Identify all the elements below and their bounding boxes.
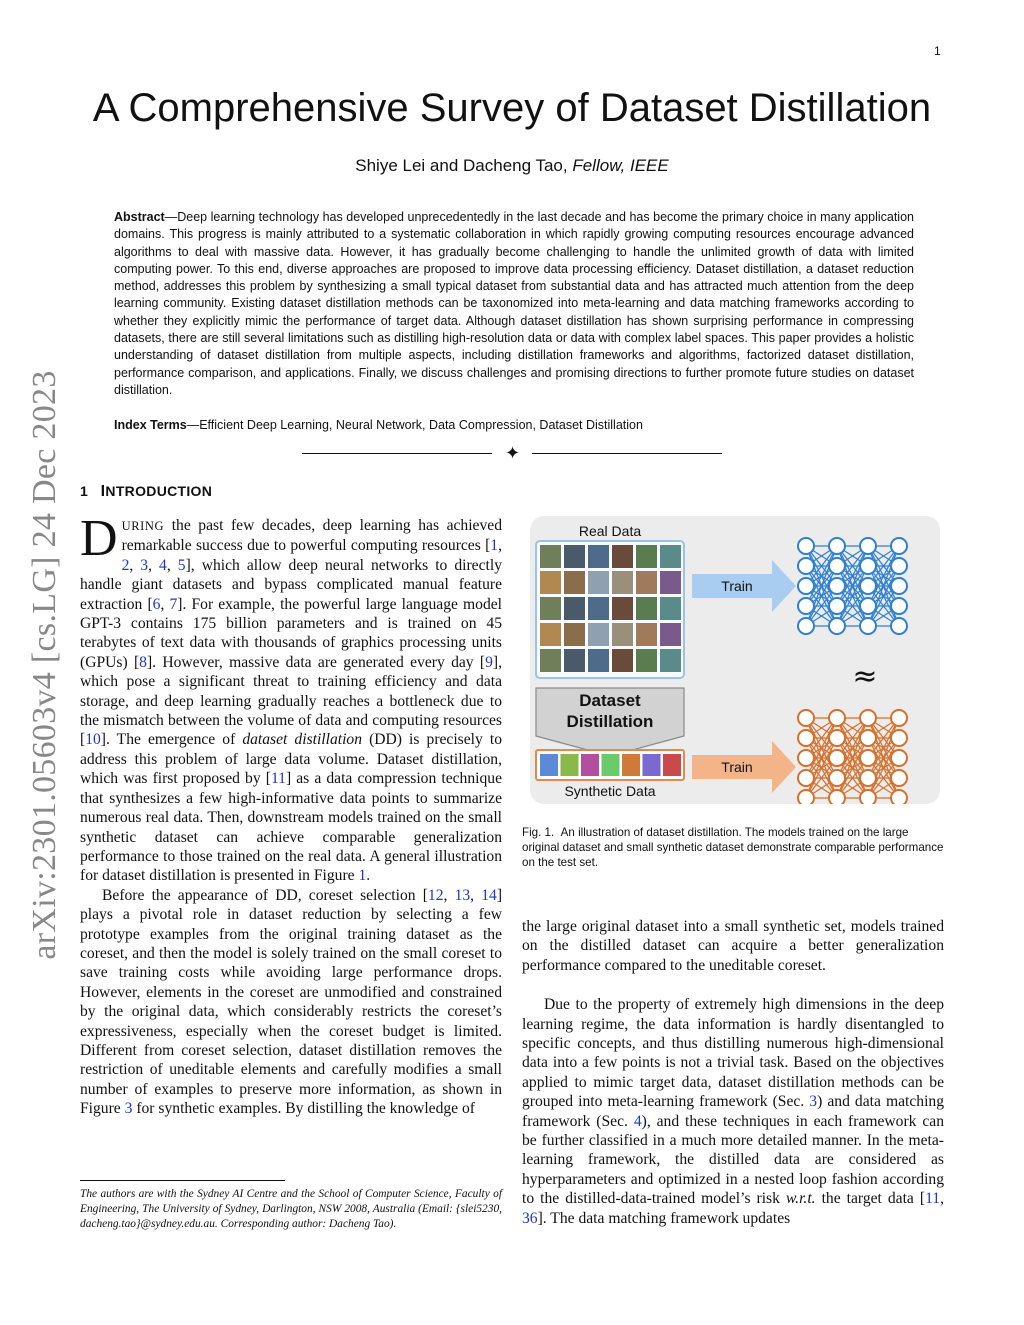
footnote-rule — [80, 1180, 285, 1181]
train-label-top: Train — [721, 578, 753, 594]
citation-link[interactable]: 14 — [481, 886, 497, 904]
section-title-rest: NTRODUCTION — [105, 483, 213, 499]
emphasis-term: dataset distillation — [242, 731, 363, 749]
text-run: ]. The data matching framework updates — [537, 1209, 791, 1227]
text-run: Before the appearance of DD, coreset selection [ — [102, 886, 428, 904]
network-node — [798, 598, 814, 614]
text-run: ] plays a pivotal role in dataset reduction by selecting a few prototype examples from the original training dataset as the coreset, and then the model is solely trained on the small coreset to save training costs while avoiding large performance drops. However, elements in the coreset are unmodified and constrained by the original data, which considerably restricts the coreset’s expressiveness, especially when the coreset budget is limited. Different from coreset selection, dataset distillation removes the restriction of uneditable elements and carefully modifies a small number of examples to preserve more information, as shown in Figure — [80, 886, 503, 1118]
right-column — [522, 917, 944, 1228]
text-run: ), and these techniques in each framework can be further classified in a much more detailed manner. In the meta-learning framework, the distilled data are considered as hyperparameters and optimized in a nested loop fashion according to the distilled-data-trained model’s risk — [522, 1112, 945, 1208]
network-node — [891, 558, 907, 574]
synthetic-thumbnail — [540, 754, 558, 776]
real-thumbnail — [588, 597, 609, 620]
index-terms-text: —Efficient Deep Learning, Neural Network, Data Compression, Dataset Distillation — [186, 418, 643, 432]
citation-link[interactable]: 7 — [169, 595, 178, 613]
real-data-label: Real Data — [578, 523, 642, 539]
real-thumbnail — [588, 571, 609, 594]
real-thumbnail — [588, 649, 609, 672]
distillation-label-line1: Dataset — [579, 691, 641, 710]
network-node — [891, 618, 907, 634]
intro-paragraph-2: Before the appearance of DD, coreset selection [12, 13, 14] plays a pivotal role in dataset reduction by selecting a few prototype examples from the original training dataset as the coreset, and then the model is solely trained on the small coreset to save training costs while avoiding large performance drops. However, elements in the coreset are unmodified and constrained by the original data, which considerably restricts the coreset’s expressiveness, especially when the coreset budget is limited. Different from coreset selection, dataset distillation removes the restriction of uneditable elements and carefully modifies a small number of examples to preserve more information, as shown in Figure 3 for synthetic examples. By distilling the knowledge of — [80, 886, 503, 1118]
citation-link[interactable]: 11 — [925, 1190, 941, 1208]
real-thumbnail — [588, 623, 609, 646]
network-node — [891, 578, 907, 594]
footnote: The authors are with the Sydney AI Centre and the School of Computer Science, Faculty of Engineering, The University of Sydney, Darlington, NSW 2008, Australia (Email: {slei5230, dacheng.tao}@sydney.edu.au. Corresponding author: Dacheng Tao). — [80, 1188, 502, 1230]
real-thumbnail — [636, 571, 657, 594]
citation-link[interactable]: 10 — [85, 731, 101, 749]
text-run: ]. The emergence of — [100, 731, 243, 749]
intro-paragraph-4: Due to the property of extremely high dimensions in the deep learning regime, the data information is hardly disentangled to specific concepts, and thus distilling numerous high-dimensional data into a few points is not a trivial task. Based on the objectives applied to mimic target data, dataset distillation methods can be grouped into meta-learning framework (Sec. 3) and data matching framework (Sec. 4), and these techniques in each framework can be further classified in a much more detailed manner. In the meta-learning framework, the distilled data are considered as hyperparameters and optimized in a nested loop fashion according to the distilled-data-trained model’s risk w.r.t. the target data [11, 36]. The data matching framework updates — [522, 996, 945, 1227]
real-thumbnail — [660, 649, 681, 672]
separator-right — [532, 453, 722, 454]
citation-link[interactable]: 13 — [454, 886, 471, 904]
real-thumbnail — [660, 571, 681, 594]
figure-link[interactable]: 3 — [124, 1100, 133, 1118]
abstract-label: Abstract — [114, 210, 165, 224]
abstract-text: —Deep learning technology has developed unprecedentedly in the last decade and has become the primary choice in many application domains. This progress is mainly attributed to a systematic collaboration in which rapidly growing computing resources encourage advanced algorithms to deal with massive data. However, it has gradually become challenging to handle the unlimited growth of data with limited computing power. To this end, diverse approaches are proposed to improve data processing efficiency. Dataset distillation, a dataset reduction method, addresses this problem by synthesizing a small typical dataset from substantial data and has attracted much attention from the deep learning community. Existing dataset distillation methods can be taxonomized into meta-learning and data matching frameworks according to whether they explicitly mimic the performance of target data. Although dataset distillation has shown surprising performance in compressing datasets, there are still several limitations such as distilling high-resolution data or data with complex label spaces. This paper provides a holistic understanding of dataset distillation from multiple aspects, including distillation frameworks and algorithms, factorized dataset distillation, performance comparison, and applications. Finally, we discuss challenges and promising directions to further promote future studies on dataset distillation. — [114, 210, 914, 397]
text-run: ], which pose a significant threat to training efficiency and data storage, and deep learning gradually reaches a bottleneck due to the mismatch between the volume of data and computing resources [ — [80, 653, 502, 749]
separator-left — [302, 453, 492, 454]
network-node — [798, 578, 814, 594]
smallcaps-word: URING — [121, 519, 165, 533]
synthetic-thumbnail — [602, 754, 620, 776]
real-thumbnail — [636, 597, 657, 620]
caption-label: Fig. 1. — [522, 826, 555, 839]
citation-link[interactable]: 9 — [485, 653, 493, 671]
network-node — [860, 618, 876, 634]
text-run: the target data [ — [815, 1190, 926, 1208]
network-node — [798, 790, 814, 804]
real-thumbnail — [564, 597, 585, 620]
text-run: ) and data matching framework (Sec. — [522, 1093, 944, 1130]
text-run: (DD) is precisely to address this problem of large data volume. Dataset distillation, which was first proposed by [ — [80, 731, 502, 788]
network-node — [860, 790, 876, 804]
page-number: 1 — [934, 44, 941, 58]
neural-network-real-icon — [798, 538, 907, 634]
network-node — [891, 538, 907, 554]
network-node — [891, 710, 907, 726]
approx-symbol: ≈ — [852, 659, 878, 694]
synthetic-data-label: Synthetic Data — [564, 783, 656, 799]
network-node — [860, 538, 876, 554]
section-number: 1 — [80, 483, 89, 499]
synthetic-data-image-strip — [540, 754, 681, 776]
real-thumbnail — [636, 623, 657, 646]
synthetic-thumbnail — [643, 754, 661, 776]
network-node — [798, 538, 814, 554]
real-thumbnail — [660, 597, 681, 620]
network-node — [891, 750, 907, 766]
separator-diamond-icon: ✦ — [505, 443, 521, 463]
network-node — [860, 598, 876, 614]
synthetic-thumbnail — [561, 754, 579, 776]
real-thumbnail — [612, 623, 633, 646]
index-terms — [114, 418, 914, 432]
left-column — [80, 510, 503, 1119]
train-label-bottom: Train — [721, 759, 753, 775]
network-node — [891, 770, 907, 786]
citation-link[interactable]: 12 — [427, 886, 444, 904]
real-thumbnail — [564, 571, 585, 594]
network-node — [860, 730, 876, 746]
network-node — [891, 730, 907, 746]
text-run: ]. However, massive data are generated every day [ — [146, 653, 486, 671]
network-node — [829, 710, 845, 726]
network-node — [829, 730, 845, 746]
text-run: ]. For example, the powerful large language model GPT-3 contains 175 billion parameters and is trained on 45 terabytes of text data with thousands of graphics processing units (GPUs) [ — [80, 595, 503, 671]
network-node — [829, 558, 845, 574]
text-run: Due to the property of extremely high dimensions in the deep learning regime, the data information is hardly disentangled to specific concepts, and thus distilling numerous high-dimensional data into a few points is not a trivial task. Based on the objectives applied to mimic target data, dataset distillation methods can be grouped into meta-learning framework (Sec. — [522, 996, 944, 1111]
citation-link[interactable]: 36 — [522, 1209, 538, 1227]
dropcap: D — [80, 510, 118, 567]
network-node — [829, 618, 845, 634]
citation-link[interactable]: 3 — [140, 556, 149, 574]
real-thumbnail — [636, 649, 657, 672]
section-heading — [80, 483, 212, 501]
text-run: ], which allow deep neural networks to directly handle giant datasets and bypass complicated manual feature extraction [ — [80, 556, 502, 613]
real-thumbnail — [540, 545, 561, 568]
network-node — [891, 598, 907, 614]
citation-link[interactable]: 5 — [177, 556, 186, 574]
section-title-initial: I — [100, 483, 106, 500]
real-thumbnail — [636, 545, 657, 568]
real-thumbnail — [540, 649, 561, 672]
network-node — [798, 558, 814, 574]
figure-1-illustration — [530, 516, 940, 804]
network-node — [798, 750, 814, 766]
text-run: . — [366, 867, 371, 885]
paper-title: A Comprehensive Survey of Dataset Distillation — [92, 86, 932, 130]
caption-text: An illustration of dataset distillation. The models trained on the large original dataset and small synthetic dataset demonstrate comparable performance on the test set. — [522, 826, 944, 869]
network-node — [798, 770, 814, 786]
real-thumbnail — [564, 545, 585, 568]
intro-paragraph-3: the large original dataset into a small synthetic set, models trained on the distilled dataset can acquire a better generalization performance compared to the uneditable coreset. — [522, 918, 944, 974]
index-terms-label: Index Terms — [114, 418, 187, 432]
real-thumbnail — [612, 571, 633, 594]
network-node — [829, 538, 845, 554]
network-node — [829, 598, 845, 614]
real-thumbnail — [588, 545, 609, 568]
network-node — [860, 770, 876, 786]
network-node — [860, 558, 876, 574]
citation-link[interactable]: 1 — [490, 537, 499, 555]
text-run: the past few decades, deep learning has achieved remarkable success due to powerful computing resources [ — [121, 517, 502, 555]
real-thumbnail — [660, 623, 681, 646]
figure-1 — [530, 516, 940, 804]
network-node — [798, 710, 814, 726]
network-node — [829, 578, 845, 594]
authors — [0, 156, 1024, 176]
network-node — [860, 578, 876, 594]
synthetic-thumbnail — [663, 754, 681, 776]
network-node — [829, 750, 845, 766]
real-thumbnail — [612, 597, 633, 620]
author-affiliation: Fellow, IEEE — [572, 156, 669, 175]
citation-link[interactable]: 2 — [121, 556, 130, 574]
real-thumbnail — [540, 597, 561, 620]
network-node — [798, 618, 814, 634]
network-node — [891, 790, 907, 804]
real-thumbnail — [612, 649, 633, 672]
neural-network-synthetic-icon — [798, 710, 907, 804]
synthetic-thumbnail — [581, 754, 599, 776]
network-node — [829, 770, 845, 786]
real-thumbnail — [540, 571, 561, 594]
citation-link[interactable]: 11 — [270, 770, 286, 788]
figure-caption — [522, 826, 944, 870]
section-link[interactable]: 3 — [809, 1093, 818, 1111]
real-thumbnail — [564, 649, 585, 672]
real-thumbnail — [540, 623, 561, 646]
citation-link[interactable]: 8 — [139, 653, 147, 671]
author-names: Shiye Lei and Dacheng Tao, — [355, 156, 573, 175]
text-run: for synthetic examples. By distilling the knowledge of — [132, 1100, 475, 1118]
network-node — [860, 750, 876, 766]
real-thumbnail — [612, 545, 633, 568]
real-thumbnail — [660, 545, 681, 568]
citation-link[interactable]: 6 — [152, 595, 161, 613]
intro-paragraph-1: DURING the past few decades, deep learning has achieved remarkable success due to powerful computing resources [1, 2, 3, 4, 5], which allow deep neural networks to directly handle giant datasets and bypass complicated manual feature extraction [6, 7]. For example, the powerful large language model GPT-3 contains 175 billion parameters and is trained on 45 terabytes of text data with thousands of graphics processing units (GPUs) [8]. However, massive data are generated every day [9], which pose a significant threat to training efficiency and data storage, and deep learning gradually reaches a bottleneck due to the mismatch between the volume of data and computing resources [10]. The emergence of dataset distillation (DD) is precisely to address this problem of large data volume. Dataset distillation, which was first proposed by [11] as a data compression technique that synthesizes a few high-informative data points to summarize numerous real data. Then, downstream models trained on the small synthetic dataset can achieve comparable generalization performance to those trained on the real data. A general illustration for dataset distillation is presented in Figure 1. — [80, 510, 503, 885]
figure-link[interactable]: 1 — [358, 867, 367, 885]
citation-link[interactable]: 4 — [159, 556, 167, 574]
emphasis-term: w.r.t. — [785, 1190, 816, 1208]
synthetic-thumbnail — [622, 754, 640, 776]
text-run: ] as a data compression technique that synthesizes a few high-informative data points to summarize numerous real data. Then, downstream models trained on the small synthetic dataset can achieve comparable generalization performance to those trained on the real data. A general illustration for dataset distillation is presented in Figure — [80, 770, 502, 885]
section-link[interactable]: 4 — [633, 1112, 642, 1130]
arxiv-identifier[interactable]: arXiv:2301.05603v4 [cs.LG] 24 Dec 2023 — [26, 370, 63, 960]
distillation-label-line2: Distillation — [566, 712, 654, 731]
abstract — [114, 209, 914, 399]
network-node — [829, 790, 845, 804]
network-node — [860, 710, 876, 726]
network-node — [798, 730, 814, 746]
real-thumbnail — [564, 623, 585, 646]
